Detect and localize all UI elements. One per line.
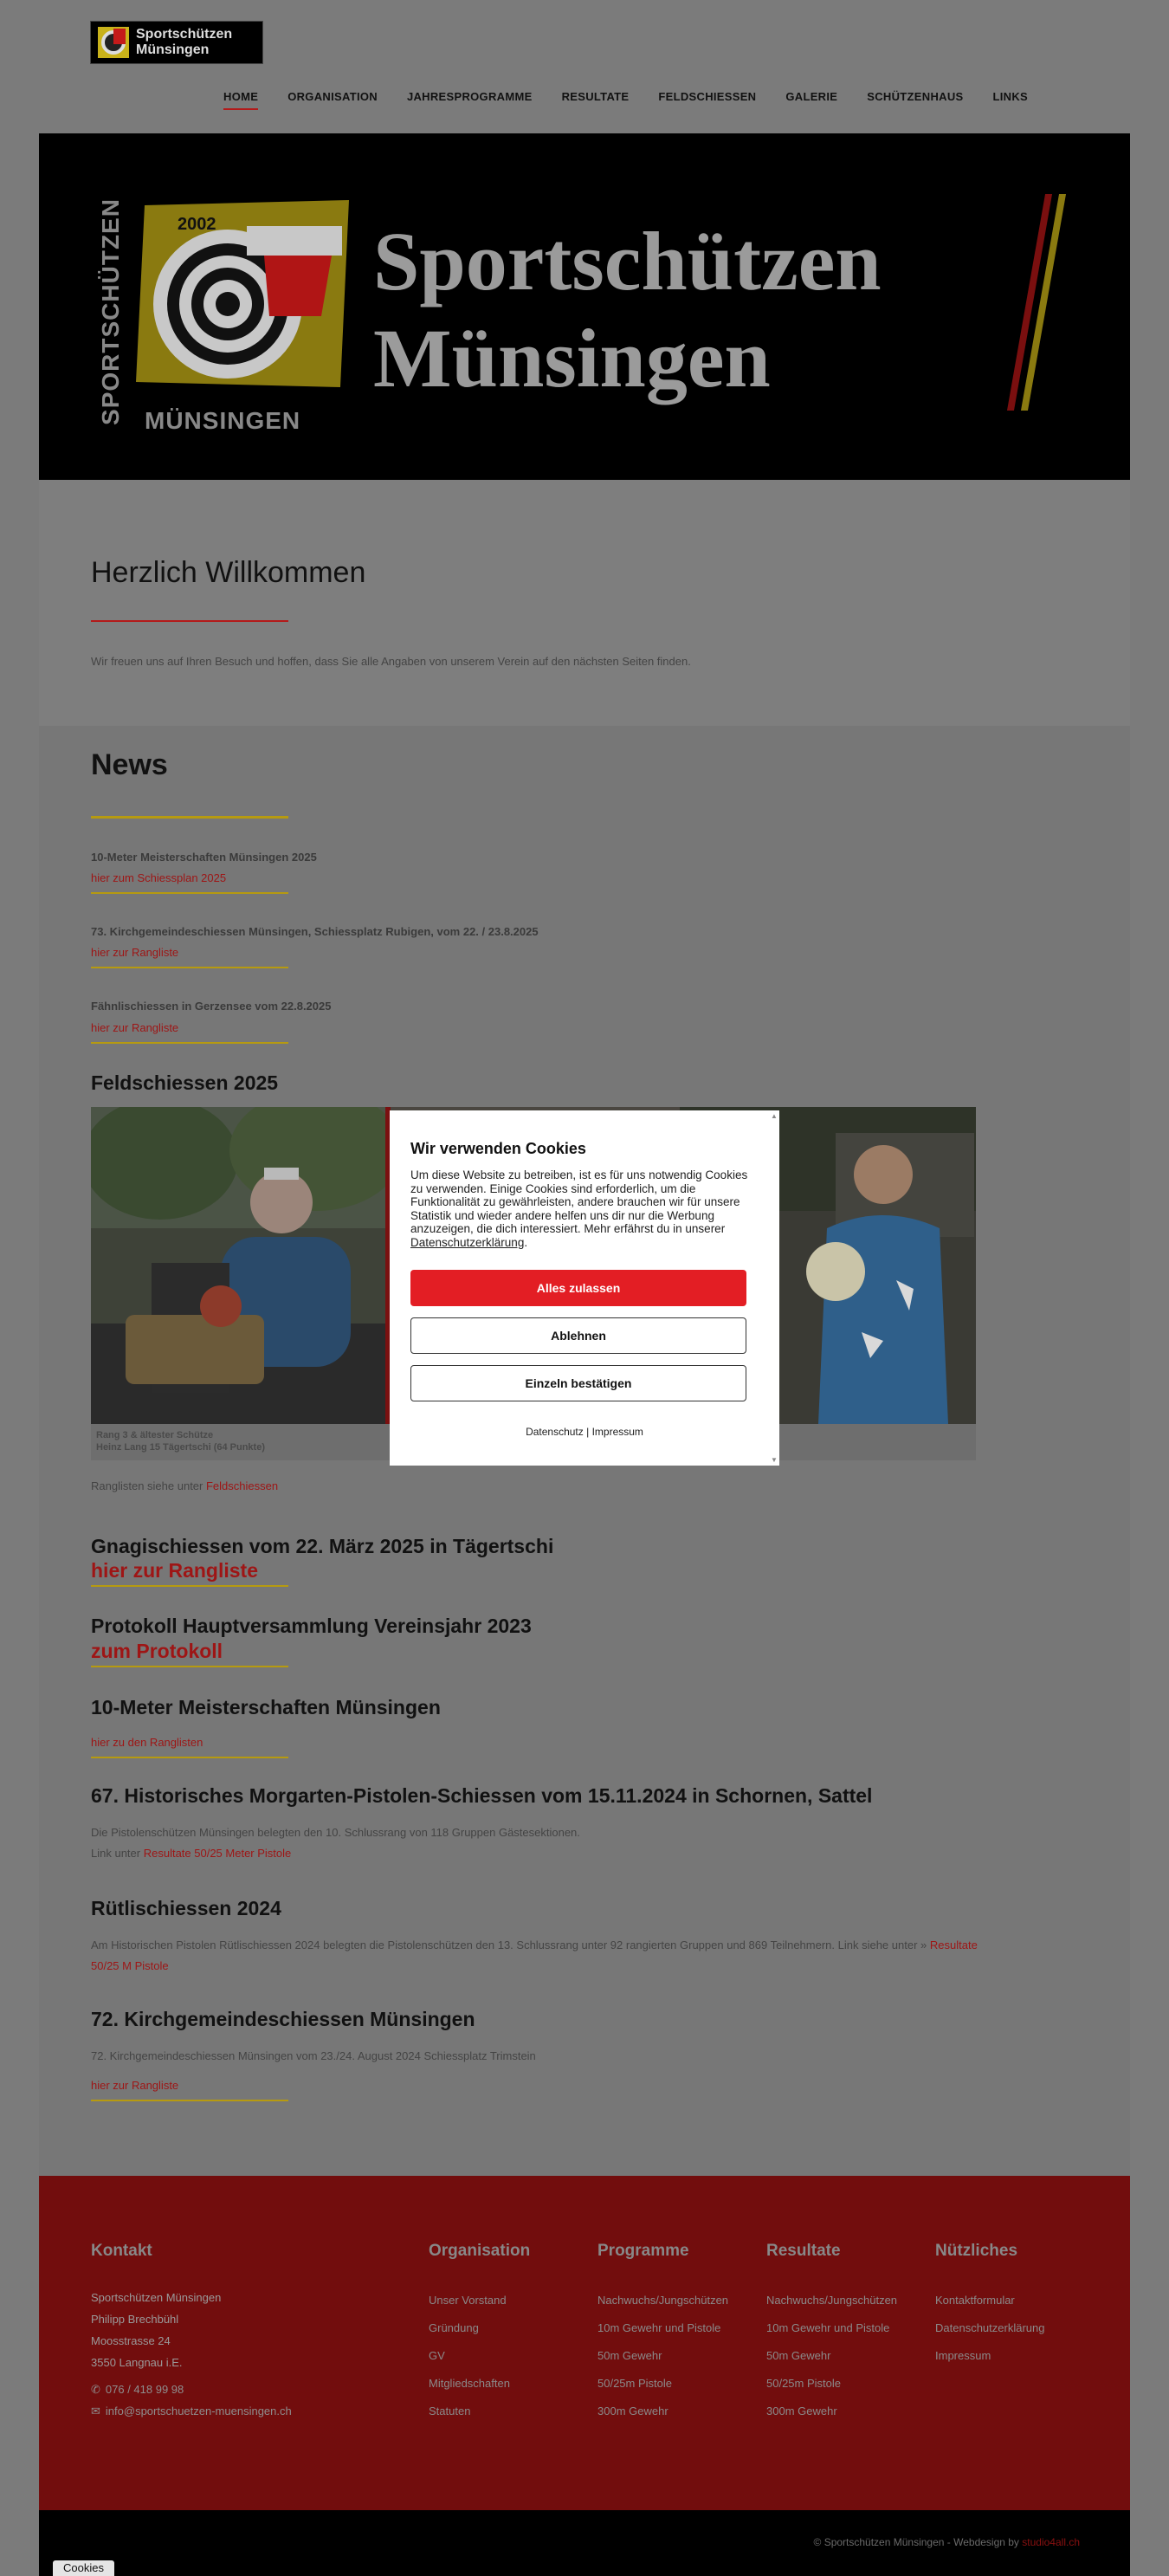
footer-link[interactable]: 50m Gewehr — [766, 2349, 831, 2362]
footer-resultate-title: Resultate — [766, 2242, 841, 2260]
news-item-title: 10-Meter Meisterschaften Münsingen 2025 — [91, 851, 317, 864]
protokoll-title: Protokoll Hauptversammlung Vereinsjahr 2023 — [91, 1615, 532, 1637]
footer-link[interactable]: GV — [429, 2349, 445, 2362]
footer-link[interactable]: 10m Gewehr und Pistole — [597, 2321, 721, 2334]
kirchgemeinde72-link[interactable]: hier zur Rangliste — [91, 2079, 179, 2092]
news-item-link[interactable]: hier zur Rangliste — [91, 946, 179, 959]
caption-line-2: Heinz Lang 15 Tägertschi (64 Punkte) — [96, 1442, 265, 1453]
banner-title-line-2: Münsingen — [373, 312, 771, 405]
nav-organisation[interactable]: ORGANISATION — [287, 90, 378, 103]
footer-link[interactable]: Statuten — [429, 2404, 471, 2417]
site-header — [0, 0, 1169, 130]
banner-title-line-1: Sportschützen — [373, 215, 882, 307]
nav-feldschiessen[interactable]: FELDSCHIESSEN — [658, 90, 757, 103]
feldschiessen-title: Feldschiessen 2025 — [91, 1071, 279, 1094]
ruetli-title: Rütlischiessen 2024 — [91, 1897, 281, 1919]
kirchgemeinde72-text: 72. Kirchgemeindeschiessen Münsingen vom 23./24. August 2024 Schiessplatz Trimstein — [91, 2049, 536, 2062]
contact-name: Sportschützen Münsingen — [91, 2291, 222, 2304]
copyright-bar — [39, 2510, 1130, 2576]
morgarten-link-line — [91, 1843, 291, 1864]
cookie-dialog-links — [410, 1426, 759, 1438]
footer-programme — [597, 2242, 728, 2425]
nav-schuetzenhaus[interactable]: SCHÜTZENHAUS — [867, 90, 964, 103]
ruetli-text-body: Am Historischen Pistolen Rütlischiessen 2024 belegten die Pistolenschützen den 13. Schlussrang unter 92 rangierten Gruppen und 869 Teilnehmern. Link siehe unter » — [91, 1938, 927, 1951]
banner-vertical-label: SPORTSCHÜTZEN — [96, 198, 124, 425]
banner-vertical-text — [93, 185, 124, 437]
ranglisten-hint — [91, 1476, 278, 1497]
copyright-label: © Sportschützen Münsingen - Webdesign by — [813, 2536, 1019, 2548]
zehn-meter-link[interactable]: hier zu den Ranglisten — [91, 1736, 203, 1749]
site-logo[interactable] — [90, 21, 263, 64]
footer-resultate — [766, 2242, 897, 2425]
protokoll-divider — [91, 1666, 288, 1667]
scroll-up-icon[interactable]: ▲ — [771, 1112, 778, 1120]
footer-kontakt — [91, 2242, 292, 2422]
news-divider — [91, 816, 288, 819]
footer-link[interactable]: 50/25m Pistole — [597, 2377, 672, 2390]
contact-email-text: info@sportschuetzen-muensingen.ch — [105, 2404, 292, 2417]
footer-link[interactable]: Gründung — [429, 2321, 479, 2334]
impressum-link[interactable]: Impressum — [591, 1426, 643, 1438]
contact-person: Philipp Brechbühl — [91, 2313, 179, 2326]
phone-icon: ✆ — [91, 2383, 100, 2396]
footer-link[interactable]: 10m Gewehr und Pistole — [766, 2321, 890, 2334]
footer-link[interactable]: Impressum — [935, 2349, 991, 2362]
morgarten-link-prefix: Link unter — [91, 1847, 141, 1860]
contact-phone-text: 076 / 418 99 98 — [105, 2383, 184, 2396]
gnagi-divider — [91, 1585, 288, 1587]
protokoll-link[interactable]: zum Protokoll — [91, 1640, 223, 1662]
news-item-divider — [91, 892, 288, 894]
cookie-dialog-body: Um diese Website zu betreiben, ist es für uns notwendig Cookies zu verwenden. Einige Cookies sind erforderlich, um die Funktionalität zu gewährleisten, andere brauchen wir für unsere Statistik und wieder andere helfen uns dir nur die Werbung anzuzeigen, die dich interessiert. Mehr erfährst du in unserer Datenschutzerklärung. — [410, 1168, 748, 1249]
cookie-settings-tab[interactable]: Cookies — [53, 2560, 114, 2576]
contact-email[interactable] — [91, 2400, 292, 2422]
scroll-down-icon[interactable]: ▼ — [771, 1456, 778, 1464]
target-logo-icon — [94, 23, 132, 61]
news-title: News — [91, 748, 168, 781]
footer-link[interactable]: Mitgliedschaften — [429, 2377, 510, 2390]
accept-all-button[interactable]: Alles zulassen — [410, 1270, 746, 1306]
footer-link[interactable]: 300m Gewehr — [597, 2404, 668, 2417]
footer-link[interactable]: 300m Gewehr — [766, 2404, 837, 2417]
footer-link[interactable]: Nachwuchs/Jungschützen — [766, 2294, 898, 2307]
ranglisten-prefix: Ranglisten siehe unter — [91, 1479, 203, 1492]
main-navigation — [223, 90, 1057, 110]
gnagi-title: Gnagischiessen vom 22. März 2025 in Tägertschi — [91, 1535, 554, 1557]
cookie-dialog-title: Wir verwenden Cookies — [410, 1140, 586, 1157]
morgarten-text: Die Pistolenschützen Münsingen belegten den 10. Schlussrang von 118 Gruppen Gästesektionen. — [91, 1826, 580, 1839]
hero-banner — [39, 133, 1130, 480]
welcome-title: Herzlich Willkommen — [91, 556, 366, 589]
footer-organisation — [429, 2242, 530, 2425]
caption-line-1: Rang 3 & ältester Schütze — [96, 1430, 214, 1440]
reject-button[interactable]: Ablehnen — [410, 1317, 746, 1354]
footer-kontakt-title: Kontakt — [91, 2242, 152, 2260]
footer-link[interactable]: Nachwuchs/Jungschützen — [597, 2294, 729, 2307]
kirchgemeinde72-title: 72. Kirchgemeindeschiessen Münsingen — [91, 2008, 475, 2030]
banner-subtitle: MÜNSINGEN — [145, 407, 301, 434]
zehn-meter-divider — [91, 1757, 288, 1758]
privacy-policy-link[interactable]: Datenschutzerklärung — [410, 1235, 525, 1249]
logo-text — [136, 27, 232, 58]
feldschiessen-link[interactable]: Feldschiessen — [205, 1479, 279, 1492]
contact-street: Moosstrasse 24 — [91, 2334, 171, 2347]
nav-home[interactable]: HOME — [223, 90, 258, 110]
logo-line-1: Sportschützen — [136, 27, 233, 42]
zehn-meter-title: 10-Meter Meisterschaften Münsingen — [91, 1696, 441, 1718]
kirchgemeinde72-divider — [91, 2100, 288, 2101]
morgarten-title: 67. Historisches Morgarten-Pistolen-Schiessen vom 15.11.2024 in Schornen, Sattel — [91, 1784, 873, 1807]
contact-city: 3550 Langnau i.E. — [91, 2356, 183, 2369]
datenschutz-link[interactable]: Datenschutz — [526, 1426, 584, 1438]
news-item-title: Fähnlischiessen in Gerzensee vom 22.8.2025 — [91, 1000, 332, 1013]
footer-programme-title: Programme — [597, 2242, 689, 2260]
footer-nuetzliches-title: Nützliches — [935, 2242, 1018, 2260]
cookie-consent-dialog — [390, 1110, 779, 1466]
cookie-body-text: Um diese Website zu betreiben, ist es für uns notwendig Cookies zu verwenden. Einige Cookies sind erforderlich, um die Funktionalität zu gewährleisten, andere brauchen wir für unsere Statistik und wieder andere helfen uns dir nur die Werbung anzuzeigen, die dich interessiert. Mehr erfährst du in unserer — [410, 1168, 748, 1235]
footer-link[interactable]: Datenschutzerklärung — [935, 2321, 1045, 2334]
envelope-icon: ✉ — [91, 2404, 100, 2417]
news-item-link[interactable]: hier zur Rangliste — [91, 1021, 179, 1034]
ruetli-text — [91, 1935, 1078, 1977]
nav-galerie[interactable]: GALERIE — [785, 90, 838, 103]
nav-links[interactable]: LINKS — [992, 90, 1028, 103]
news-item-link[interactable]: hier zum Schiessplan 2025 — [91, 871, 227, 884]
copyright-text — [814, 2536, 1080, 2548]
news-item-divider — [91, 967, 288, 968]
link-separator: | — [586, 1426, 590, 1438]
nav-resultate[interactable]: RESULTATE — [561, 90, 630, 103]
dialog-scrollbar[interactable] — [771, 1112, 778, 1464]
club-emblem-icon — [134, 198, 351, 389]
footer-link[interactable]: 50/25m Pistole — [766, 2377, 841, 2390]
footer-organisation-title: Organisation — [429, 2242, 531, 2260]
footer-link[interactable]: 50m Gewehr — [597, 2349, 662, 2362]
logo-line-2: Münsingen — [136, 42, 210, 57]
footer-nuetzliches — [935, 2242, 1044, 2370]
morgarten-link[interactable]: Resultate 50/25 Meter Pistole — [143, 1847, 292, 1860]
footer-link[interactable]: Kontaktformular — [935, 2294, 1015, 2307]
individual-settings-button[interactable]: Einzeln bestätigen — [410, 1365, 746, 1401]
site-footer — [39, 2176, 1130, 2510]
banner-year: 2002 — [178, 215, 216, 234]
gnagi-link[interactable]: hier zur Rangliste — [91, 1559, 258, 1582]
welcome-text: Wir freuen uns auf Ihren Besuch und hoffen, dass Sie alle Angaben von unserem Verein auf den nächsten Seiten finden. — [91, 655, 691, 668]
ruetli-link-2[interactable]: 50/25 M Pistole — [91, 1959, 169, 1972]
footer-link[interactable]: Unser Vorstand — [429, 2294, 507, 2307]
designer-link[interactable]: studio4all.ch — [1022, 2536, 1080, 2548]
feldschiessen-photo-1[interactable] — [91, 1107, 385, 1424]
contact-phone[interactable] — [91, 2379, 292, 2400]
welcome-section — [39, 480, 1130, 726]
news-item-title: 73. Kirchgemeindeschiessen Münsingen, Schiessplatz Rubigen, vom 22. / 23.8.2025 — [91, 925, 539, 938]
welcome-divider — [91, 620, 288, 622]
nav-jahresprogramme[interactable]: JAHRESPROGRAMME — [406, 90, 533, 103]
ruetli-link[interactable]: Resultate — [929, 1938, 978, 1951]
news-item-divider — [91, 1042, 288, 1044]
banner-title — [373, 213, 882, 407]
